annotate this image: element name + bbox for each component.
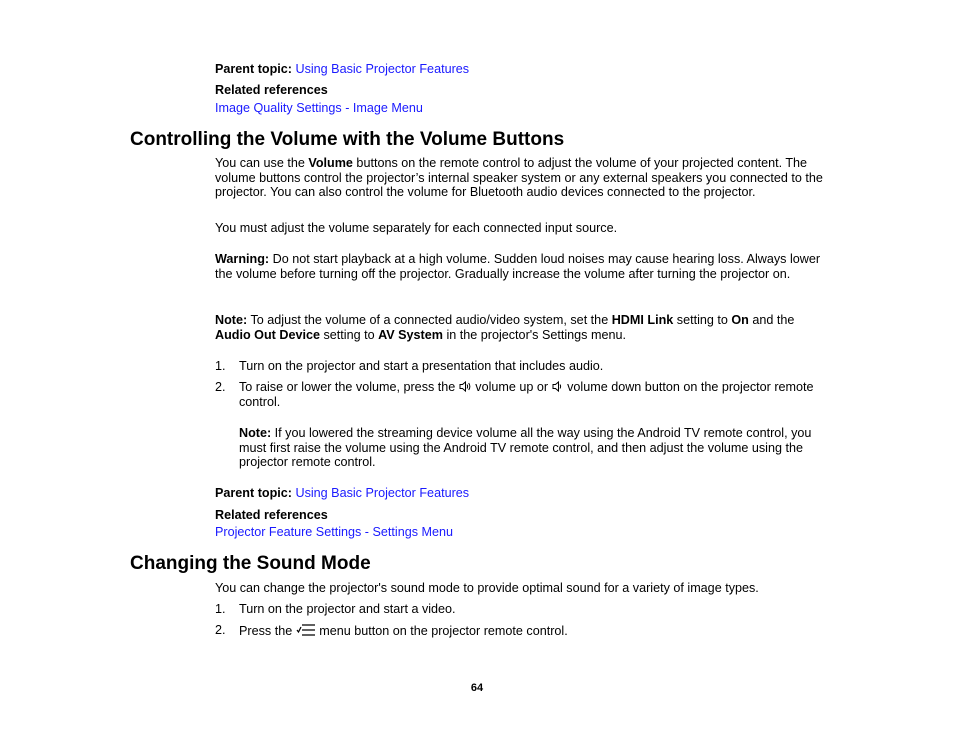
parent-topic-label: Parent topic: (215, 486, 292, 500)
step-note-paragraph: Note: If you lowered the streaming device volume all the way using the Android TV remote control, you must first raise the volume using the Android TV remote control, and then adjust the volume using the projector remote control. (239, 426, 812, 470)
related-references-label: Related references (215, 508, 328, 522)
step-text: To raise or lower the volume, press the volume up or volume down button on the projector remote control. (239, 380, 814, 409)
step-number: 1. (215, 359, 226, 373)
related-references-label: Related references (215, 83, 328, 97)
parent-topic-link[interactable]: Using Basic Projector Features (295, 486, 470, 500)
step-text: Press the menu button on the projector remote control. (239, 624, 568, 638)
parent-topic (215, 62, 469, 77)
step-number: 2. (215, 623, 226, 637)
menu-icon (296, 623, 316, 637)
volume-up-icon (459, 380, 472, 393)
step-text: Turn on the projector and start a video. (239, 602, 456, 616)
warning-paragraph: Warning: Do not start playback at a high volume. Sudden loud noises may cause hearing loss. Always lower the volume before turning off the projector. Gradually increase the volume after turning the projector on. (215, 252, 821, 281)
adjust-separately-paragraph: You must adjust the volume separately for each connected input source. (215, 221, 618, 235)
sound-mode-intro-paragraph: You can change the projector's sound mode to provide optimal sound for a variety of image types. (215, 581, 759, 595)
section-heading-sound-mode: Changing the Sound Mode (130, 553, 371, 574)
parent-topic-link[interactable]: Using Basic Projector Features (295, 62, 470, 76)
step-number: 2. (215, 380, 226, 394)
parent-topic (215, 486, 469, 501)
section-heading-volume: Controlling the Volume with the Volume Buttons (130, 129, 565, 150)
parent-topic-label: Parent topic: (215, 62, 292, 76)
related-reference-link[interactable]: Image Quality Settings - Image Menu (215, 101, 423, 115)
step-text: Turn on the projector and start a presentation that includes audio. (239, 359, 604, 373)
page-number: 64 (470, 682, 484, 694)
volume-down-icon (552, 380, 564, 393)
step-number: 1. (215, 602, 226, 616)
volume-intro-paragraph: You can use the Volume buttons on the remote control to adjust the volume of your projected content. The volume buttons control the projector’s internal speaker system or any external speakers you connected to the projector. You can also control the volume for Bluetooth audio devices connected to the projector. (215, 156, 823, 200)
note-paragraph: Note: To adjust the volume of a connected audio/video system, set the HDMI Link setting to On and the Audio Out Device setting to AV System in the projector's Settings menu. (215, 313, 795, 342)
related-reference-link[interactable]: Projector Feature Settings - Settings Menu (215, 525, 453, 539)
